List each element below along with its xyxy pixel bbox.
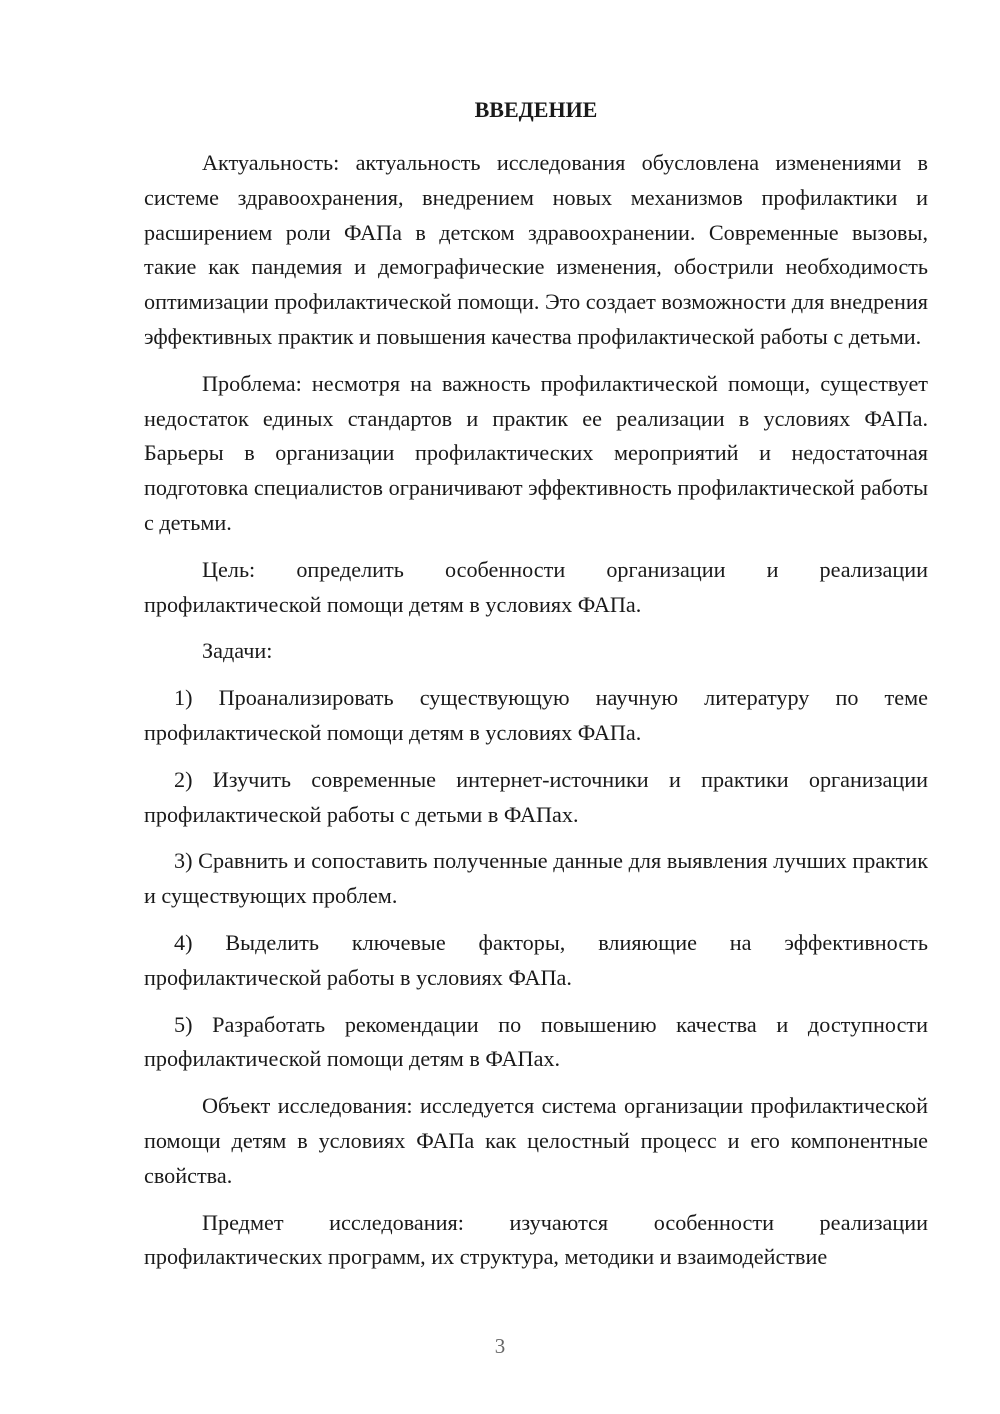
- paragraph-object: Объект исследования: исследуется система организации профилактической помощи детям в условиях ФАПа как целостный процесс и его компонентные свойства.: [144, 1093, 928, 1188]
- page-title: ВВЕДЕНИЕ: [474, 97, 598, 122]
- task-item-1: 1) Проанализировать существующую научную литературу по теме профилактической помощи детям в условиях ФАПа.: [144, 685, 928, 745]
- task-item-3: 3) Сравнить и сопоставить полученные данные для выявления лучших практик и существующих проблем.: [144, 848, 928, 909]
- document-page: [144, 90, 928, 1287]
- tasks-label: Задачи:: [202, 638, 273, 664]
- page-number: 3: [494, 1334, 506, 1358]
- task-item-5: 5) Разработать рекомендации по повышению качества и доступности профилактической помощи детям в ФАПах.: [144, 1011, 928, 1072]
- paragraph-subject: Предмет исследования: изучаются особенности реализации профилактических программ, их структура, методики и взаимодействие: [144, 1209, 928, 1270]
- paragraph-relevance: Актуальность: актуальность исследования обусловлена изменениями в системе здравоохранения, внедрением новых механизмов профилактики и расширением роли ФАПа в детском здравоохранении. Современные вызовы, такие как пандемия и демографические изменения, обострили необходимость оптимизации профилактической помощи. Это создает возможности для внедрения эффективных практик и повышения качества профилактической работы с детьми.: [144, 150, 928, 349]
- paragraph-problem: Проблема: несмотря на важность профилактической помощи, существует недостаток единых стандартов и практик ее реализации в условиях ФАПа. Барьеры в организации профилактических мероприятий и недостаточная подготовка специалистов ограничивают эффективность профилактической работы с детьми.: [144, 370, 928, 535]
- paragraph-goal: Цель: определить особенности организации и реализации профилактической помощи детям в условиях ФАПа.: [144, 556, 928, 617]
- task-item-2: 2) Изучить современные интернет-источники и практики организации профилактической работы с детьми в ФАПах.: [144, 766, 928, 827]
- task-item-4: 4) Выделить ключевые факторы, влияющие на эффективность профилактической работы в условиях ФАПа.: [144, 929, 928, 990]
